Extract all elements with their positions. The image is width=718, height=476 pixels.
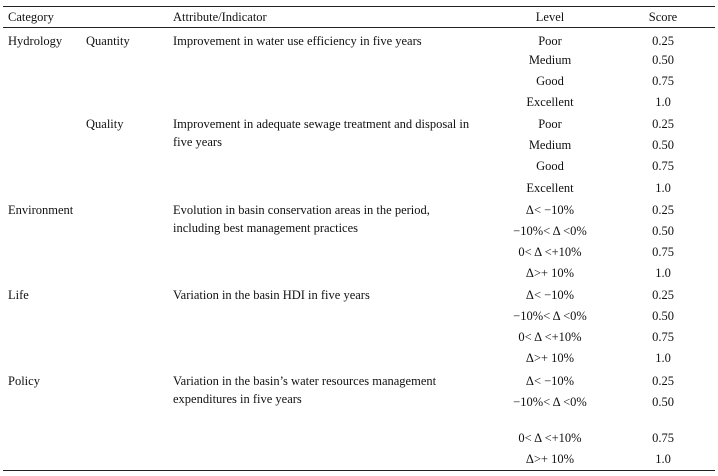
level-cell: Δ>+ 10% xyxy=(525,266,575,280)
category-environment: Environment xyxy=(8,203,74,217)
score-cell: 0.75 xyxy=(652,431,674,445)
indicator-quantity: Improvement in water use efficiency in five years xyxy=(173,34,422,48)
indicator-policy: Variation in the basin’s water resources management expenditures in five years xyxy=(173,374,437,406)
score-cell: 0.50 xyxy=(652,138,674,152)
score-cell: 1.0 xyxy=(655,181,671,195)
level-cell: Medium xyxy=(528,138,572,152)
table-bottom-rule xyxy=(3,470,715,471)
level-cell: Medium xyxy=(528,53,572,67)
score-cell: 0.25 xyxy=(652,117,674,131)
level-cell: 0< Δ <+10% xyxy=(518,431,582,445)
score-cell: 0.75 xyxy=(652,330,674,344)
level-cell: Poor xyxy=(538,34,562,48)
level-cell: Δ< −10% xyxy=(525,203,575,217)
category-hydrology: Hydrology xyxy=(8,34,63,48)
level-cell: Δ>+ 10% xyxy=(525,351,575,365)
level-cell: Δ< −10% xyxy=(525,374,575,388)
indicator-quality: Improvement in adequate sewage treatment and disposal in five years xyxy=(173,117,470,149)
level-cell: Poor xyxy=(538,117,562,131)
level-cell: Excellent xyxy=(526,181,574,195)
header-rule xyxy=(3,27,715,28)
level-cell: Δ< −10% xyxy=(525,288,575,302)
score-cell: 0.50 xyxy=(652,395,674,409)
table-top-rule xyxy=(3,6,715,7)
score-cell: 0.75 xyxy=(652,74,674,88)
category-policy: Policy xyxy=(8,374,40,388)
category-life: Life xyxy=(8,288,29,302)
indicator-life: Variation in the basin HDI in five years xyxy=(173,288,370,302)
subcategory-quantity: Quantity xyxy=(86,34,130,48)
score-cell: 0.75 xyxy=(652,245,674,259)
score-cell: 0.75 xyxy=(652,159,674,173)
score-cell: 0.50 xyxy=(652,53,674,67)
score-cell: 1.0 xyxy=(655,266,671,280)
level-cell: −10%< Δ <0% xyxy=(513,309,587,323)
indicator-environment: Evolution in basin conservation areas in the period, including best management practices xyxy=(173,203,430,235)
level-cell: Excellent xyxy=(526,95,574,109)
header-score: Score xyxy=(648,10,678,24)
score-cell: 0.50 xyxy=(652,224,674,238)
level-cell: Good xyxy=(536,159,564,173)
level-cell: Δ>+ 10% xyxy=(525,452,575,466)
score-cell: 0.50 xyxy=(652,309,674,323)
score-cell: 0.25 xyxy=(652,374,674,388)
score-cell: 0.25 xyxy=(652,288,674,302)
header-level: Level xyxy=(535,10,565,24)
score-cell: 0.25 xyxy=(652,34,674,48)
score-cell: 1.0 xyxy=(655,452,671,466)
level-cell: 0< Δ <+10% xyxy=(518,245,582,259)
subcategory-quality: Quality xyxy=(86,117,124,131)
header-category: Category xyxy=(8,10,54,24)
level-cell: 0< Δ <+10% xyxy=(518,330,582,344)
level-cell: −10%< Δ <0% xyxy=(513,224,587,238)
level-cell: Good xyxy=(536,74,564,88)
score-cell: 0.25 xyxy=(652,203,674,217)
score-cell: 1.0 xyxy=(655,95,671,109)
header-attribute: Attribute/Indicator xyxy=(173,10,267,24)
level-cell: −10%< Δ <0% xyxy=(513,395,587,409)
score-cell: 1.0 xyxy=(655,351,671,365)
